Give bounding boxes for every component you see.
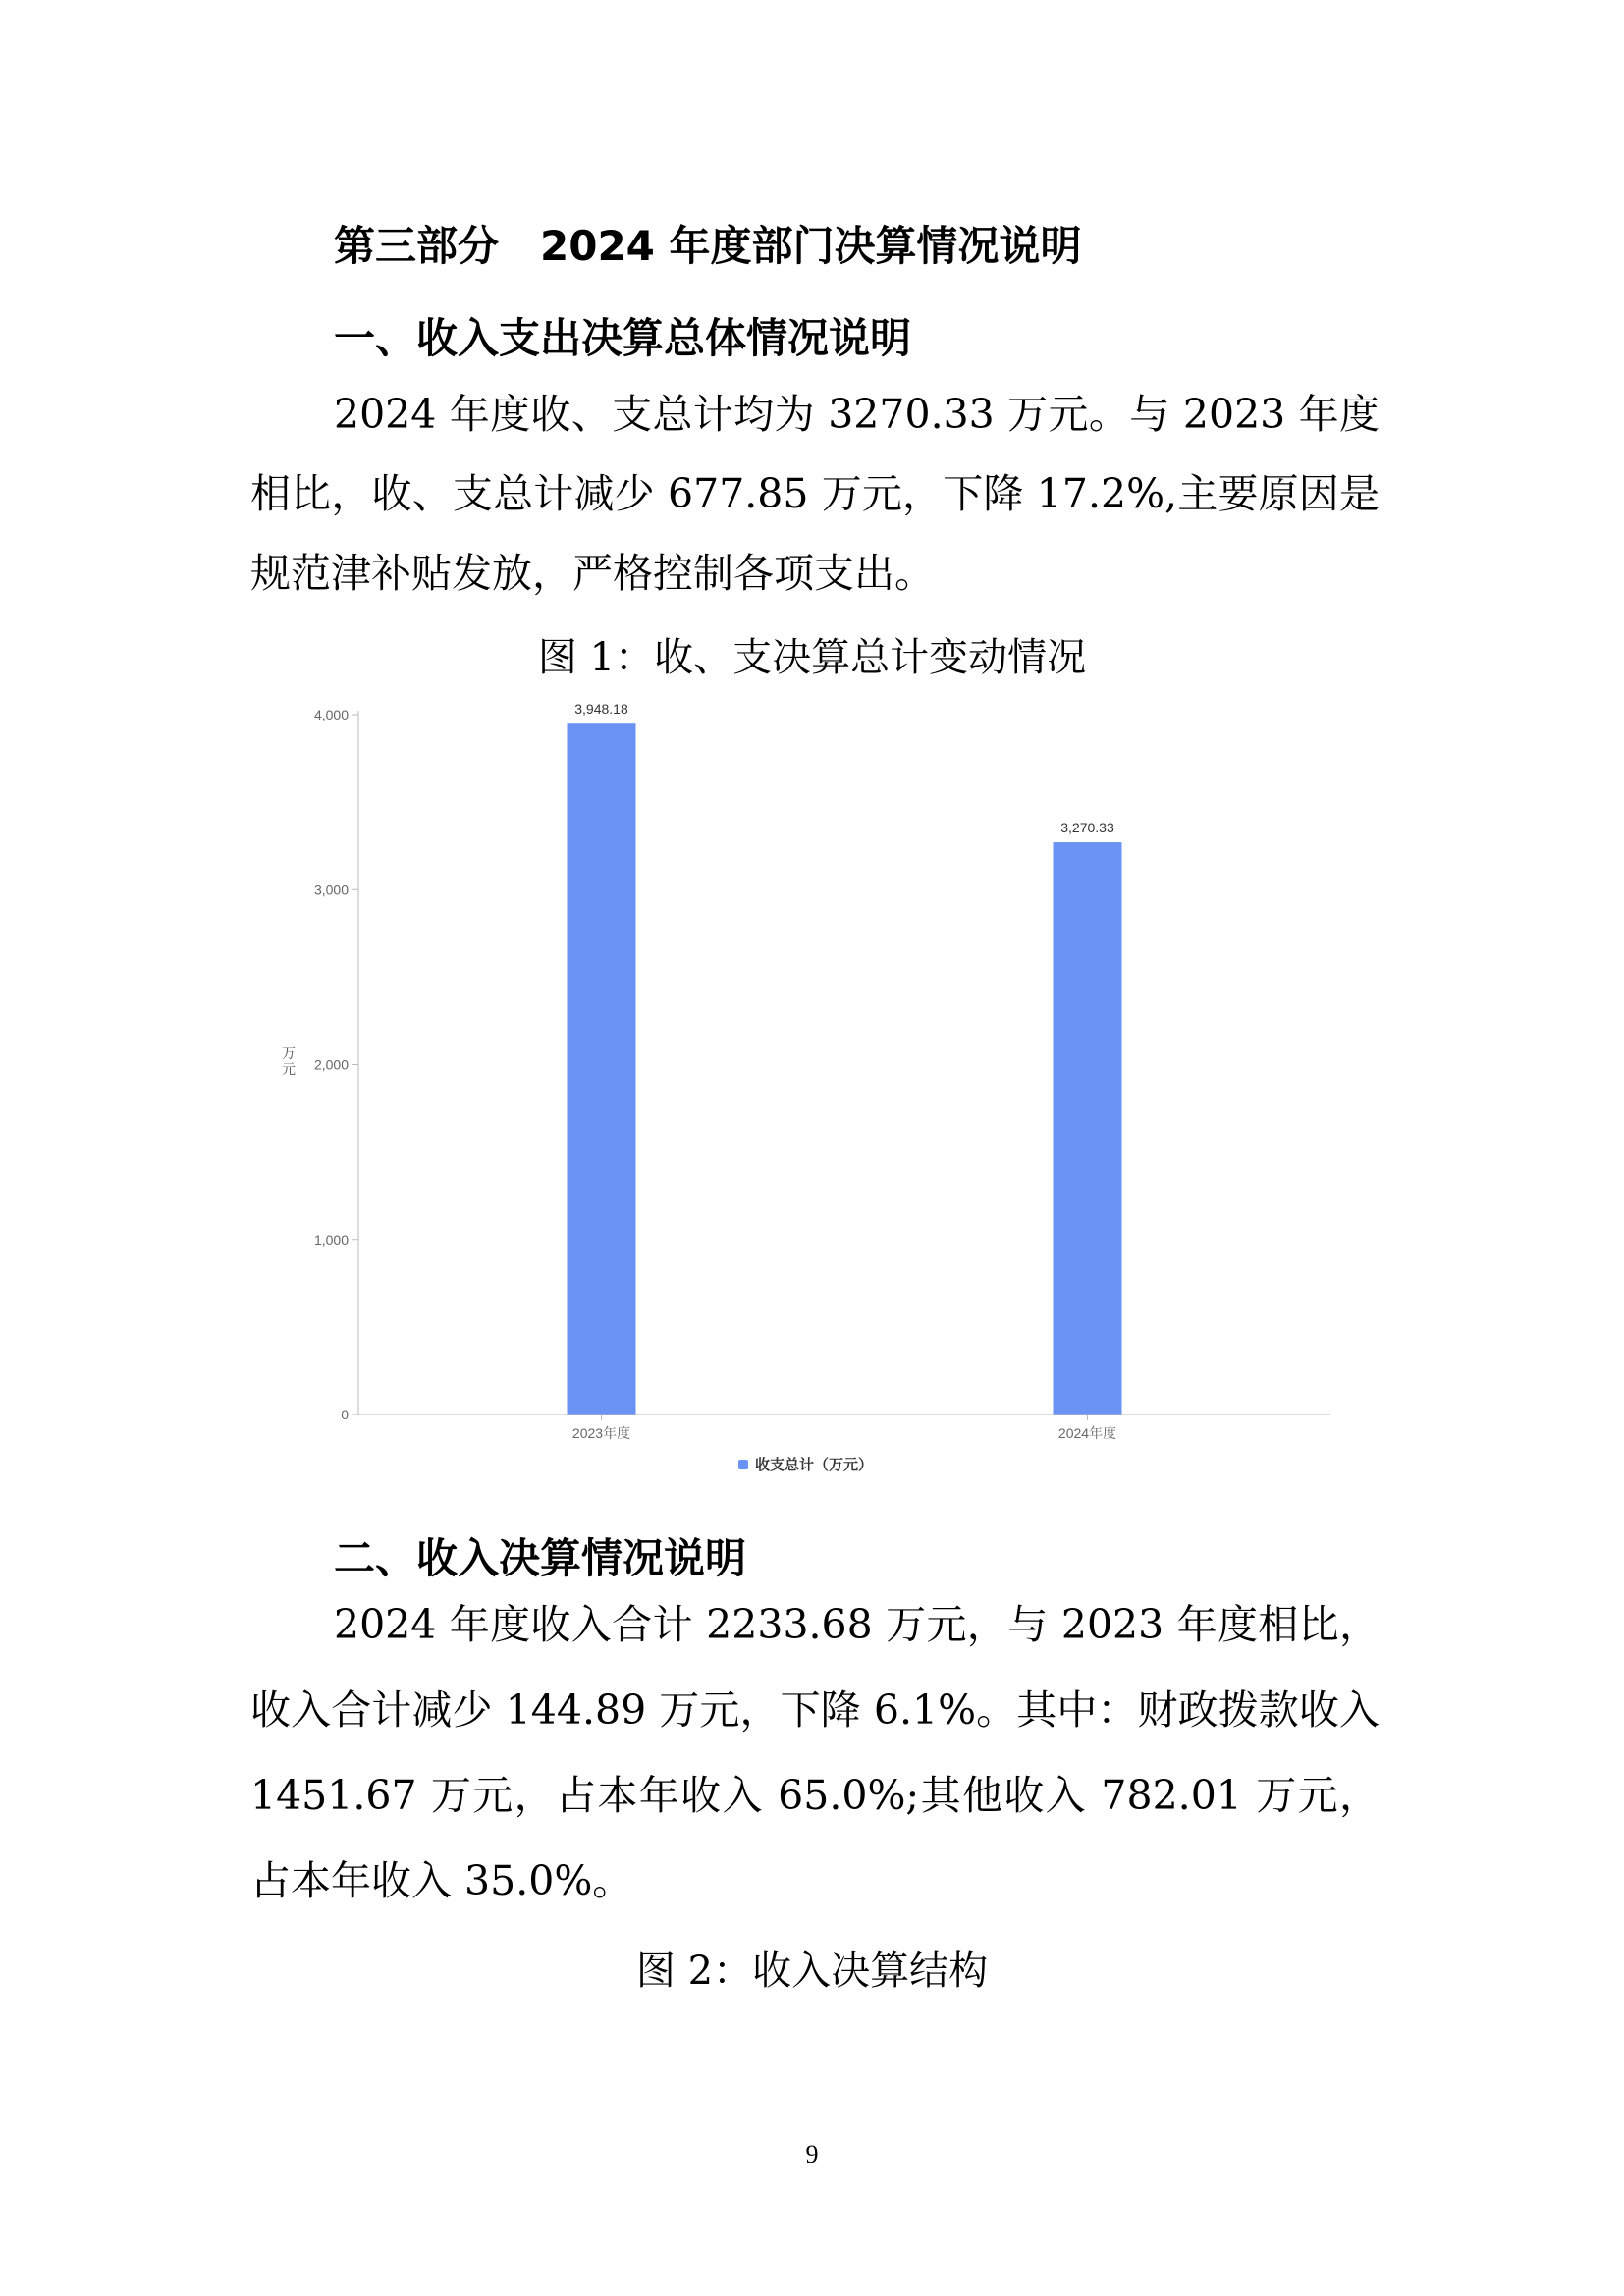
figure1-caption: 图 1：收、支决算总计变动情况: [537, 635, 1087, 680]
y-axis: [314, 707, 358, 1422]
y-tick-label: 1,000: [313, 1231, 349, 1248]
section2-paragraph-text: 2024 年度收入合计 2233.68 万元，与 2023 年度相比，收入合计减少 144.89 万元，下降 6.1%。其中：财政拨款收入 1451.67 万元，占本年收入 65.0%;其他收入 782.01 万元，占本年收入 35.0%。: [250, 1601, 1380, 1904]
y-axis-label: 万元: [282, 1045, 296, 1077]
bar: [568, 723, 636, 1415]
bars: [568, 701, 1122, 1415]
figure2-caption: 图 2：收入决算结构: [635, 1949, 989, 1994]
section1-paragraph: [250, 375, 1380, 614]
section2-heading: 二、收入决算情况说明: [334, 1534, 747, 1582]
section1-paragraph-text: 2024 年度收、支总计均为 3270.33 万元。与 2023 年度相比，收、支总计减少 677.85 万元，下降 17.2%,主要原因是规范津补贴发放，严格控制各项支出。: [250, 391, 1380, 597]
page-number: 9: [805, 2140, 819, 2168]
y-tick-label: 0: [341, 1407, 349, 1422]
legend-swatch: [738, 1460, 748, 1469]
legend: [738, 1456, 873, 1473]
y-tick-label: 3,000: [313, 881, 349, 898]
x-tick-label: 2024年度: [1057, 1425, 1117, 1441]
bar-data-label: 3,948.18: [574, 701, 628, 718]
figure1-bar-chart: [265, 687, 1355, 1492]
y-tick-label: 2,000: [313, 1056, 349, 1073]
x-tick-label: 2023年度: [571, 1425, 631, 1441]
y-tick-label: 4,000: [313, 707, 349, 722]
part-title: 第三部分 2024 年度部门决算情况说明: [334, 222, 1082, 270]
bar-data-label: 3,270.33: [1060, 820, 1114, 836]
section2-paragraph: [250, 1582, 1380, 1924]
section1-heading: 一、收入支出决算总体情况说明: [334, 314, 912, 362]
bar: [1054, 842, 1122, 1415]
x-axis: [358, 1415, 1330, 1441]
legend-label: 收支总计（万元）: [755, 1457, 874, 1473]
